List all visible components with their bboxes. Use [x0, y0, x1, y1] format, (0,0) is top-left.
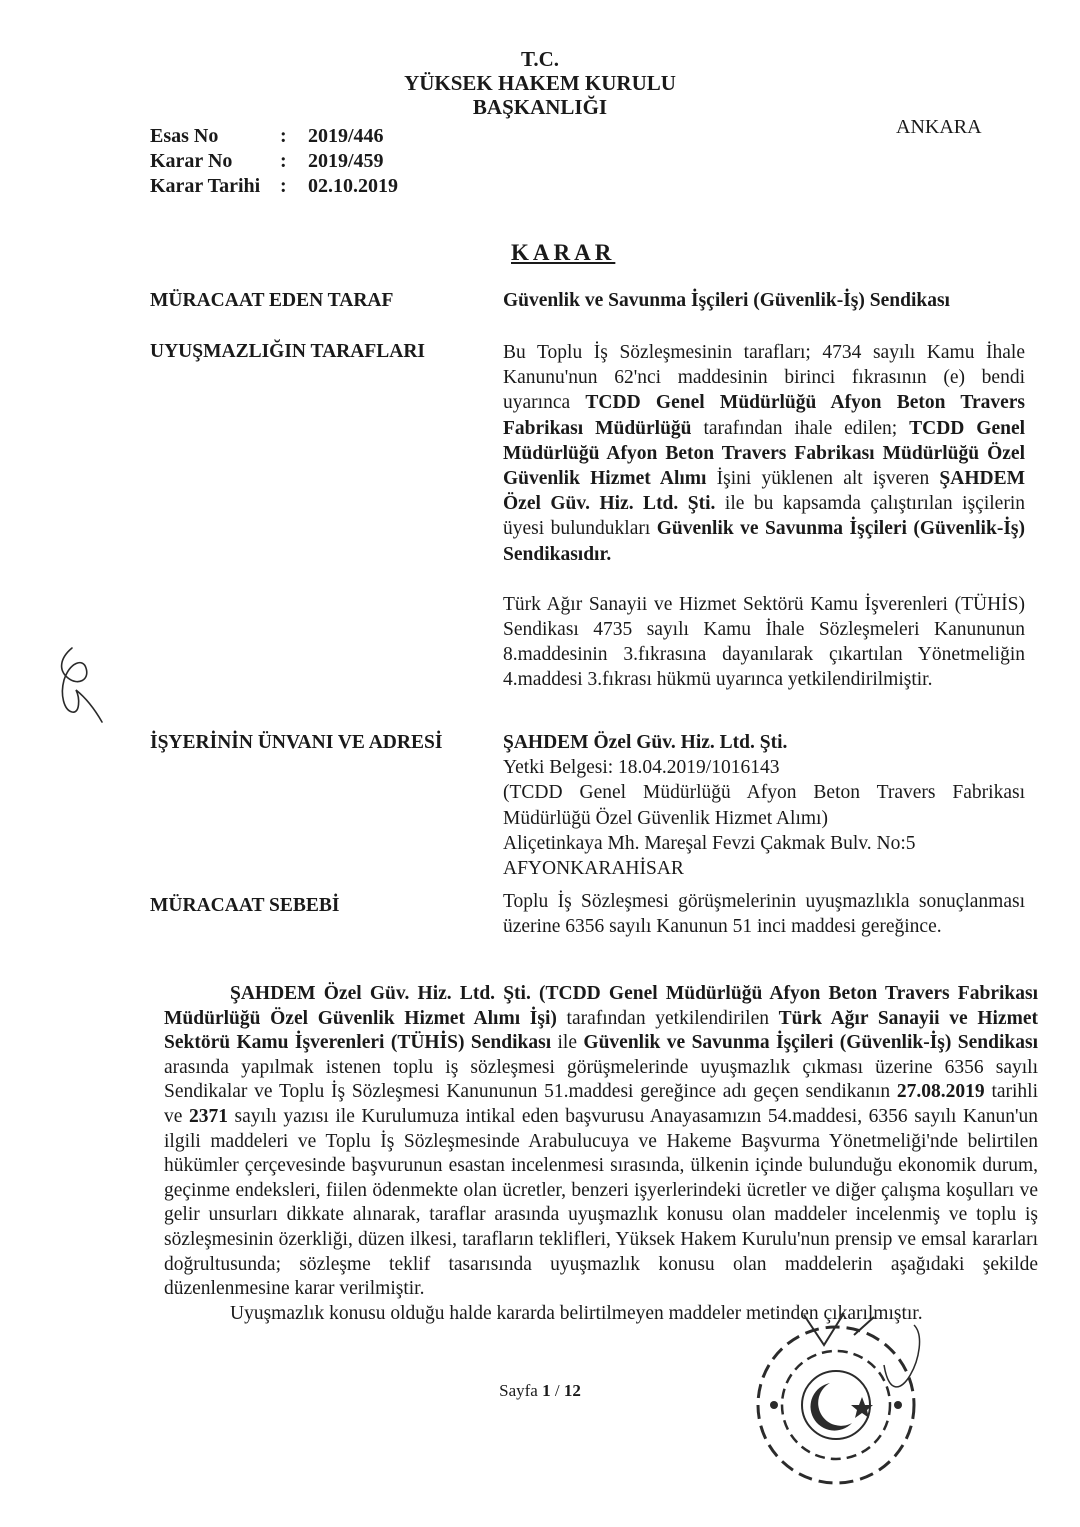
- sebep-label: MÜRACAAT SEBEBİ: [150, 895, 340, 916]
- taraflar-text-a: Bu Toplu İş Sözleşmesinin tarafları; 4734 sayılı Kamu İhale Kanunu'nun 62'nci maddesinin birinci fıkrasının (e) bendi uyarınca: [503, 342, 1025, 414]
- body-text-2: ile: [557, 1032, 578, 1054]
- taraflar-label: UYUŞMAZLIĞIN TARAFLARI: [150, 341, 426, 362]
- taraflar-paragraph-2: Türk Ağır Sanayii ve Hizmet Sektörü Kamu İşverenleri (TÜHİS) Sendikası 4735 sayılı Kamu İhale Sözleşmeleri Kanununun 8.maddesinin 3.fıkrasına dayanılarak çıkartılan Yönetmeliğin 4.maddesi 3.fıkrası hükmü uyarınca yetkilendirilmiştir.: [503, 593, 1025, 691]
- footer-prefix: Sayfa: [499, 1381, 543, 1400]
- isyeri-yetki: Yetki Belgesi: 18.04.2019/1016143: [503, 757, 780, 779]
- footer-page: 1: [542, 1381, 551, 1400]
- footer-sep: /: [550, 1381, 564, 1400]
- taraflar-text-c: tarafından ihale edilen;: [703, 417, 898, 439]
- footer-total: 12: [563, 1381, 581, 1400]
- handwritten-initial-icon: [50, 640, 120, 730]
- document-title: KARAR: [511, 240, 616, 265]
- body-paragraph-1: [164, 982, 1038, 1302]
- muracaat-eden-label: MÜRACAAT EDEN TARAF: [150, 290, 394, 311]
- tarih-label: Karar Tarihi: [150, 175, 261, 197]
- header-presidency: BAŞKANLIĞI: [472, 95, 608, 119]
- case-meta: [150, 124, 398, 199]
- isyeri-name: ŞAHDEM Özel Güv. Hiz. Ltd. Şti.: [503, 732, 788, 753]
- official-seal-icon: [744, 1305, 924, 1505]
- decision-body: [164, 982, 1038, 1326]
- header-institution: YÜKSEK HAKEM KURULU: [404, 71, 676, 95]
- taraflar-value: [503, 340, 1025, 693]
- body-bold-2: Türk Ağır Sanayii ve Hizmet Sektörü Kamu İşverenleri (TÜHİS) Sendikası: [164, 1007, 1038, 1054]
- body-bold-3: Güvenlik ve Savunma İşçileri (Güvenlik-İş) Sendikası: [583, 1032, 1039, 1054]
- sebep-value: Toplu İş Sözleşmesi görüşmelerinin uyuşmazlıkla sonuçlanması üzerine 6356 sayılı Kanunun 51 inci maddesi gereğince.: [503, 891, 1025, 938]
- karar-row: [150, 149, 398, 174]
- taraflar-text-e: İşini yüklenen alt işveren: [716, 468, 930, 490]
- karar-label: Karar No: [150, 150, 233, 172]
- body-bold-1: ŞAHDEM Özel Güv. Hiz. Ltd. Şti. (TCDD Genel Müdürlüğü Afyon Beton Travers Fabrikası Müdürlüğü Özel Güvenlik Hizmet Alımı İşi): [164, 983, 1038, 1029]
- body-text-3: arasında yapılmak istenen toplu iş sözleşmesi görüşmelerinde uyuşmazlık çıkması üzerine 6356 sayılı Sendikalar ve Toplu İş Sözleşmesi Kanununun 51.maddesi gereğince adı geçen sendikanın: [164, 1056, 1038, 1103]
- esas-row: [150, 124, 398, 149]
- muracaat-eden-value: Güvenlik ve Savunma İşçileri (Güvenlik-İş) Sendikası: [503, 290, 950, 311]
- body-bold-number: 2371: [188, 1105, 228, 1127]
- esas-sep: :: [280, 125, 287, 147]
- isyeri-desc: (TCDD Genel Müdürlüğü Afyon Beton Travers Fabrikası Müdürlüğü Özel Güvenlik Hizmet Alımı): [503, 782, 1025, 829]
- tarih-value: 02.10.2019: [308, 175, 398, 197]
- body-paragraph-2: Uyuşmazlık konusu olduğu halde kararda belirtilmeyen maddeler metinden çıkarılmıştır.: [230, 1302, 923, 1324]
- body-text-4: tarihli ve: [164, 1081, 1039, 1127]
- taraflar-subcontractor: ŞAHDEM Özel Güv. Hiz. Ltd. Şti.: [503, 468, 1025, 515]
- isyeri-address: Aliçetinkaya Mh. Mareşal Fevzi Çakmak Bulv. No:5: [503, 832, 916, 854]
- isyeri-label: İŞYERİNİN ÜNVANI VE ADRESİ: [150, 732, 443, 753]
- taraflar-service: TCDD Genel Müdürlüğü Afyon Beton Travers Fabrikası Müdürlüğü Özel Güvenlik Hizmet Alımı: [503, 417, 1026, 490]
- esas-label: Esas No: [150, 125, 219, 147]
- taraflar-paragraph-1: [503, 340, 1025, 567]
- tarih-sep: :: [280, 175, 287, 197]
- city: ANKARA: [896, 116, 982, 138]
- isyeri-city: AFYONKARAHİSAR: [503, 858, 684, 880]
- isyeri-value: [503, 730, 1025, 881]
- body-text-1: tarafından yetkilendirilen: [566, 1007, 769, 1029]
- taraflar-text-g: ile bu kapsamda çalıştırılan işçilerin üyesi bulundukları: [503, 493, 1025, 540]
- taraflar-employer: TCDD Genel Müdürlüğü Afyon Beton Travers Fabrikası Müdürlüğü: [503, 392, 1025, 439]
- esas-value: 2019/446: [308, 125, 384, 147]
- karar-value: 2019/459: [308, 150, 384, 172]
- body-bold-date: 27.08.2019: [896, 1081, 985, 1103]
- tarih-row: [150, 174, 398, 199]
- body-text-5: sayılı yazısı ile Kurulumuza intikal eden başvurusu Anayasamızın 54.maddesi, 6356 sayılı Kanun'un ilgili maddeleri ve Toplu İş Sözleşmesinde Arabulucuya ve Hakeme Başvurma Yönetmeliği'nde belirtilen hükümler çerçevesinde başvurunun esastan incelenmesi sırasında, ülkenin içinde bulunduğu ekonomik durum, geçinme endeksleri, fiilen ödenmekte olan ücretler, benzeri işyerlerindeki ücretler ve diğer çalışma koşulları ve gelir unsurları dikkate alınarak, taraflar arasında uyuşmazlık konusu olan maddeler incelenmiş ve toplu iş sözleşmesinin özerkliği, düzen ilkesi, tarafların teklifleri, Yüksek Hakem Kurulu'nun prensip ve emsal kararları doğrultusunda; sözleşme teklif tasarısında uyuşmazlık konusu olan maddelerin aşağıdaki şekilde düzenlenmesine karar verilmiştir.: [164, 1105, 1039, 1300]
- karar-sep: :: [280, 150, 287, 172]
- taraflar-union: Güvenlik ve Savunma İşçileri (Güvenlik-İş) Sendikasıdır.: [503, 518, 1025, 565]
- header-tc: T.C.: [520, 47, 560, 71]
